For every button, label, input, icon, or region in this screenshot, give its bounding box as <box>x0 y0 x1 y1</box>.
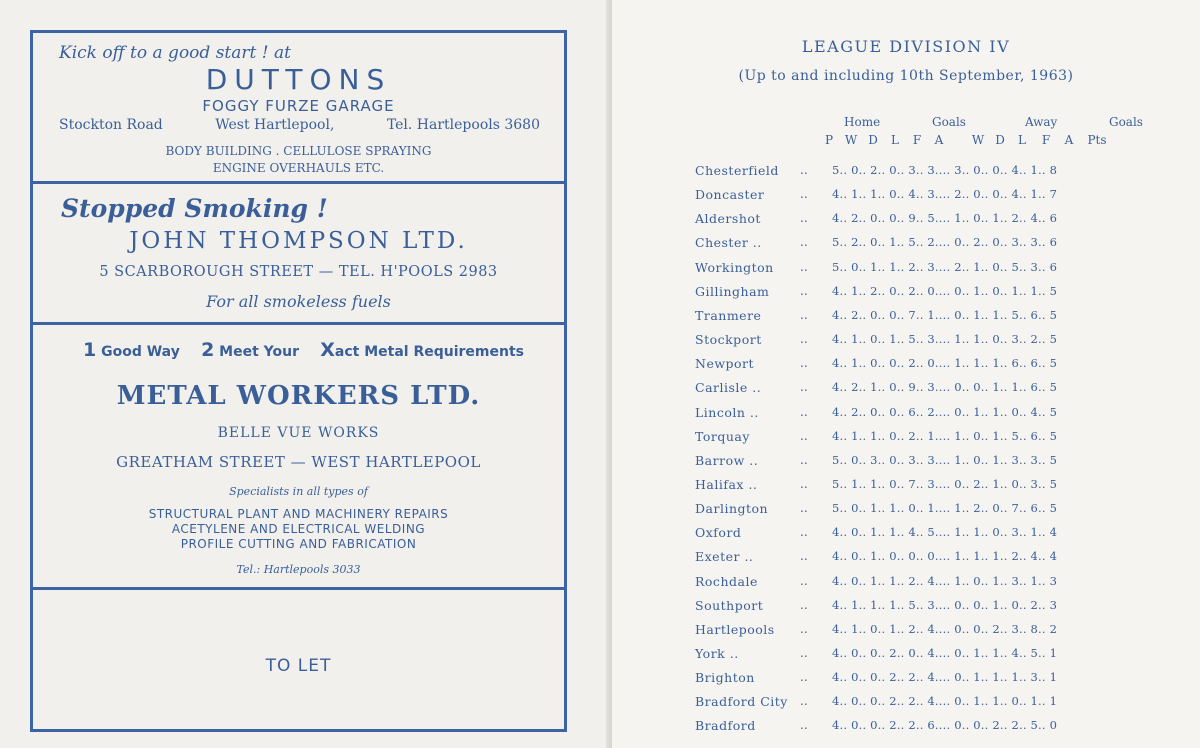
away-goals-header: Goals <box>1109 115 1143 129</box>
team-name: Brighton <box>695 670 755 685</box>
kick-off-tagline: Kick off to a good start ! at <box>59 43 291 63</box>
leader-dots: .. <box>800 574 808 588</box>
leader-dots: .. <box>800 670 808 684</box>
col-home-l: L <box>891 133 899 147</box>
slogan-1-text: Good Way <box>101 344 180 360</box>
leader-dots: .. <box>800 308 808 322</box>
col-away-l: L <box>1018 133 1026 147</box>
leader-dots: .. <box>800 211 808 225</box>
team-stats: 4.. 2.. 0.. 0.. 9.. 5.... 1.. 0.. 1.. 2.. 4.. 6 <box>832 211 1058 225</box>
slogan-3-letter: X <box>320 339 335 361</box>
team-name: Oxford <box>695 525 742 540</box>
duttons-services-line-1: BODY BUILDING . CELLULOSE SPRAYING <box>165 144 432 158</box>
team-name: Hartlepools <box>695 622 775 637</box>
leader-dots: .. <box>800 453 808 467</box>
col-away-a: A <box>1064 133 1074 147</box>
team-name: Aldershot <box>695 211 761 226</box>
team-stats: 4.. 0.. 1.. 1.. 2.. 4.... 1.. 0.. 1.. 3.. 1.. 3 <box>832 574 1058 588</box>
league-title: LEAGUE DIVISION IV <box>801 37 1011 56</box>
home-header: Home <box>844 115 881 129</box>
thompson-name: JOHN THOMPSON LTD. <box>129 228 468 254</box>
team-name: Stockport <box>695 332 762 347</box>
metal-service-2: ACETYLENE AND ELECTRICAL WELDING <box>171 522 426 536</box>
team-stats: 4.. 0.. 0.. 2.. 0.. 4.... 0.. 1.. 1.. 4.. 5.. 1 <box>832 646 1058 660</box>
team-name: Halifax .. <box>695 477 758 492</box>
metal-tel: Tel.: Hartlepools 3033 <box>236 563 361 576</box>
col-pts: Pts <box>1087 133 1107 147</box>
team-stats: 4.. 1.. 2.. 0.. 2.. 0.... 0.. 1.. 0.. 1.. 1.. 5 <box>832 284 1058 298</box>
leader-dots: .. <box>800 260 808 274</box>
right-page <box>612 0 1200 748</box>
team-name: Tranmere <box>695 308 762 323</box>
leader-dots: .. <box>800 549 808 563</box>
col-away-d: D <box>995 133 1005 147</box>
team-name: Darlington <box>695 501 769 516</box>
col-away-w: W <box>971 133 985 147</box>
team-name: Southport <box>695 598 764 613</box>
team-stats: 4.. 0.. 1.. 0.. 0.. 0.... 1.. 1.. 1.. 2.. 4.. 4 <box>832 549 1058 563</box>
col-home-d: D <box>868 133 878 147</box>
leader-dots: .. <box>800 598 808 612</box>
metal-service-1: STRUCTURAL PLANT AND MACHINERY REPAIRS <box>148 507 449 521</box>
slogan-3-text: act Metal Requirements <box>334 344 524 360</box>
team-name: Carlisle .. <box>695 380 762 395</box>
duttons-town: West Hartlepool, <box>215 117 335 133</box>
thompson-address: 5 SCARBOROUGH STREET — TEL. H'POOLS 2983 <box>99 264 498 280</box>
team-stats: 5.. 0.. 3.. 0.. 3.. 3.... 1.. 0.. 1.. 3.. 3.. 5 <box>832 453 1058 467</box>
team-name: Gillingham <box>695 284 770 299</box>
team-name: Workington <box>695 260 774 275</box>
team-stats: 5.. 1.. 1.. 0.. 7.. 3.... 0.. 2.. 1.. 0.. 3.. 5 <box>832 477 1058 491</box>
team-stats: 4.. 0.. 1.. 1.. 4.. 5.... 1.. 1.. 0.. 3.. 1.. 4 <box>832 525 1058 539</box>
team-name: Barrow .. <box>695 453 759 468</box>
slogan-2-number: 2 <box>201 339 215 361</box>
advert-frame <box>30 30 567 732</box>
team-name: Bradford City <box>695 694 788 709</box>
slogan-2-text: Meet Your <box>219 344 300 360</box>
team-name: Newport <box>695 356 755 371</box>
leader-dots: .. <box>800 187 808 201</box>
slogan-part-1 <box>83 339 180 361</box>
team-stats: 4.. 0.. 0.. 2.. 2.. 4.... 0.. 1.. 1.. 1.. 3.. 1 <box>832 670 1058 684</box>
leader-dots: .. <box>800 718 808 732</box>
team-stats: 4.. 2.. 1.. 0.. 9.. 3.... 0.. 0.. 1.. 1.. 6.. 5 <box>832 380 1058 394</box>
duttons-tel: Tel. Hartlepools 3680 <box>386 117 540 133</box>
team-name: Rochdale <box>695 574 758 589</box>
team-stats: 4.. 1.. 0.. 1.. 5.. 3.... 1.. 1.. 0.. 3.. 2.. 5 <box>832 332 1058 346</box>
stopped-smoking-headline: Stopped Smoking ! <box>61 194 328 223</box>
leader-dots: .. <box>800 405 808 419</box>
metal-service-3: PROFILE CUTTING AND FABRICATION <box>180 537 417 551</box>
team-stats: 4.. 1.. 1.. 0.. 4.. 3.... 2.. 0.. 0.. 4.. 1.. 7 <box>832 187 1058 201</box>
slogan-part-2 <box>201 339 299 361</box>
team-name: York .. <box>695 646 739 661</box>
col-p: P <box>824 133 834 147</box>
leader-dots: .. <box>800 622 808 636</box>
team-stats: 4.. 2.. 0.. 0.. 6.. 2.... 0.. 1.. 1.. 0.. 4.. 5 <box>832 405 1058 419</box>
specialists-line: Specialists in all types of <box>229 485 368 498</box>
slogan-1-number: 1 <box>83 339 97 361</box>
league-subtitle: (Up to and including 10th September, 1963) <box>738 68 1074 84</box>
away-header: Away <box>1025 115 1058 129</box>
col-home-w: W <box>844 133 858 147</box>
team-name: Chester .. <box>695 235 762 250</box>
leader-dots: .. <box>800 429 808 443</box>
col-home-a: A <box>934 133 944 147</box>
leader-dots: .. <box>800 235 808 249</box>
leader-dots: .. <box>800 380 808 394</box>
team-stats: 5.. 2.. 0.. 1.. 5.. 2.... 0.. 2.. 0.. 3.. 3.. 6 <box>832 235 1058 249</box>
team-name: Lincoln .. <box>695 405 759 420</box>
garage-name: FOGGY FURZE GARAGE <box>202 97 395 115</box>
thompson-advert <box>33 184 564 322</box>
team-stats: 4.. 1.. 1.. 0.. 2.. 1.... 1.. 0.. 1.. 5.. 6.. 5 <box>832 429 1058 443</box>
team-stats: 4.. 0.. 0.. 2.. 2.. 6.... 0.. 0.. 2.. 2.. 5.. 0 <box>832 718 1058 732</box>
slogan-part-3 <box>320 339 524 361</box>
team-stats: 4.. 1.. 1.. 1.. 5.. 3.... 0.. 0.. 1.. 0.. 2.. 3 <box>832 598 1058 612</box>
duttons-services <box>33 143 564 177</box>
duttons-name: DUTTONS <box>205 63 392 96</box>
team-stats: 5.. 0.. 2.. 0.. 3.. 3.... 3.. 0.. 0.. 4.. 1.. 8 <box>832 163 1058 177</box>
leader-dots: .. <box>800 163 808 177</box>
leader-dots: .. <box>800 501 808 515</box>
leader-dots: .. <box>800 356 808 370</box>
team-name: Doncaster <box>695 187 765 202</box>
metal-workers-name: METAL WORKERS LTD. <box>116 381 481 411</box>
to-let-text: TO LET <box>265 656 332 676</box>
to-let-panel <box>33 590 564 729</box>
team-stats: 4.. 2.. 0.. 0.. 7.. 1.... 0.. 1.. 1.. 5.. 6.. 5 <box>832 308 1058 322</box>
duttons-address <box>59 117 540 133</box>
col-away-f: F <box>1041 133 1051 147</box>
leader-dots: .. <box>800 477 808 491</box>
home-goals-header: Goals <box>932 115 966 129</box>
belle-vue-works: BELLE VUE WORKS <box>217 425 380 441</box>
leader-dots: .. <box>800 694 808 708</box>
metal-slogan <box>83 339 524 361</box>
leader-dots: .. <box>800 525 808 539</box>
duttons-advert <box>33 33 564 181</box>
leader-dots: .. <box>800 332 808 346</box>
team-name: Exeter .. <box>695 549 754 564</box>
duttons-road: Stockton Road <box>59 117 163 133</box>
team-name: Bradford <box>695 718 756 733</box>
team-name: Chesterfield <box>695 163 779 178</box>
col-home-f: F <box>912 133 922 147</box>
team-stats: 5.. 0.. 1.. 1.. 2.. 3.... 2.. 1.. 0.. 5.. 3.. 6 <box>832 260 1058 274</box>
team-stats: 4.. 0.. 0.. 2.. 2.. 4.... 0.. 1.. 1.. 0.. 1.. 1 <box>832 694 1058 708</box>
leader-dots: .. <box>800 284 808 298</box>
team-name: Torquay <box>695 429 750 444</box>
team-stats: 4.. 1.. 0.. 1.. 2.. 4.... 0.. 0.. 2.. 3.. 8.. 2 <box>832 622 1058 636</box>
metal-street: GREATHAM STREET — WEST HARTLEPOOL <box>116 453 481 471</box>
thompson-tagline: For all smokeless fuels <box>206 292 391 311</box>
team-stats: 4.. 1.. 0.. 0.. 2.. 0.... 1.. 1.. 1.. 6.. 6.. 5 <box>832 356 1058 370</box>
team-stats: 5.. 0.. 1.. 1.. 0.. 1.... 1.. 2.. 0.. 7.. 6.. 5 <box>832 501 1058 515</box>
metal-services <box>33 507 564 552</box>
metal-workers-advert <box>33 325 564 587</box>
leader-dots: .. <box>800 646 808 660</box>
duttons-services-line-2: ENGINE OVERHAULS ETC. <box>212 161 385 175</box>
